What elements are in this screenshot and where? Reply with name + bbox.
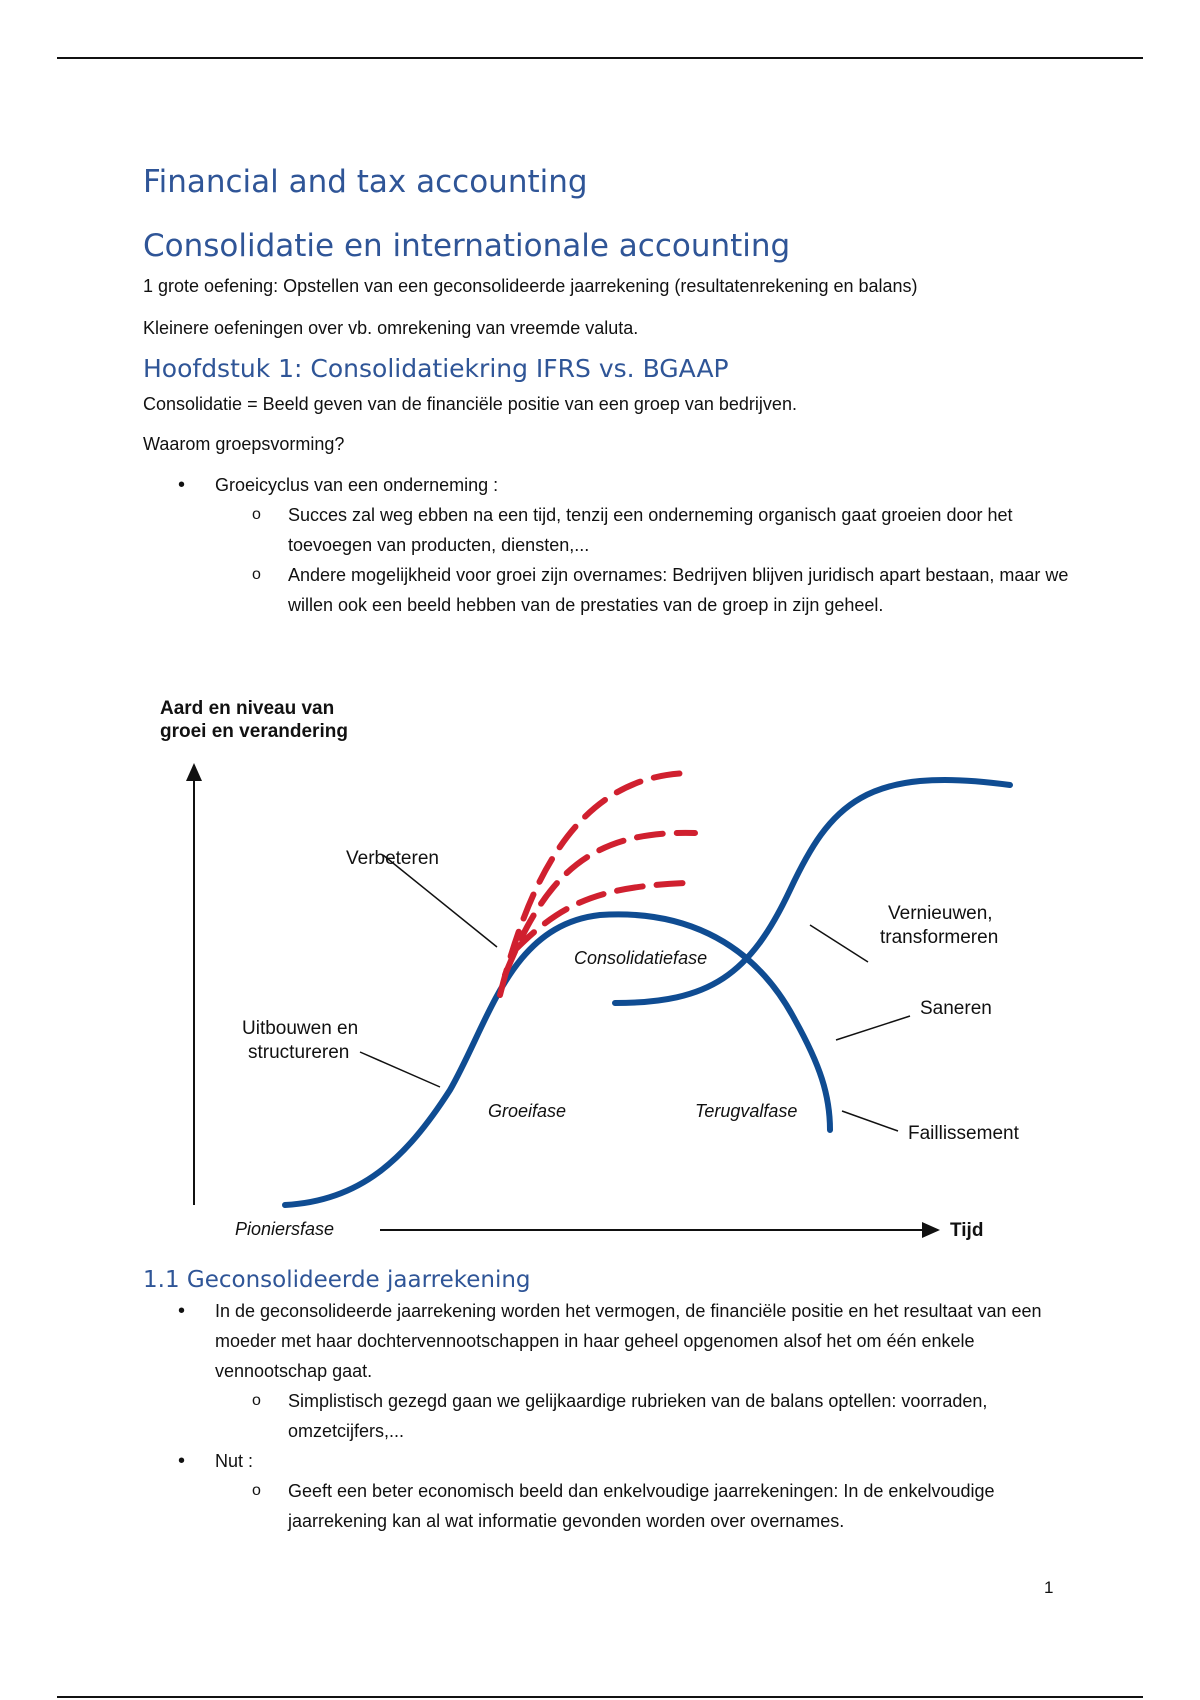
list-item: [252, 1386, 1088, 1446]
document-title: Financial and tax accounting: [143, 164, 588, 200]
list-item: [178, 1296, 1075, 1386]
list-item-text: Simplistisch gezegd gaan we gelijkaardige rubrieken van de balans optellen: voorraden, omzetcijfers,...: [288, 1391, 988, 1441]
sub-bullet-icon: o: [252, 1482, 261, 1499]
list-item: [252, 500, 1088, 560]
list-item: [178, 470, 1075, 500]
list-item-text: Andere mogelijkheid voor groei zijn overnames: Bedrijven blijven juridisch apart bestaan, maar we willen ook een beeld hebben van de prestaties van de groep in zijn geheel.: [288, 565, 1069, 615]
saneren-leader-line: [836, 1016, 910, 1040]
list-item: [178, 1446, 1075, 1476]
uitbouwen-leader-line: [360, 1052, 440, 1087]
sub-bullet-icon: o: [252, 566, 261, 583]
document-subtitle: Consolidatie en internationale accounting: [143, 228, 791, 264]
sub-bullet-icon: o: [252, 1392, 261, 1409]
renewal-curve: [615, 780, 1010, 1003]
label-uitbouwen-line-1: Uitbouwen en: [242, 1018, 359, 1039]
page-number: 1: [1044, 1578, 1054, 1597]
intro-paragraph-2: Kleinere oefeningen over vb. omrekening van vreemde valuta.: [143, 318, 639, 338]
label-pioniersfase: Pioniersfase: [235, 1219, 335, 1239]
label-verbeteren: Verbeteren: [346, 848, 439, 869]
bullet-icon: •: [178, 474, 186, 496]
y-axis-label-line-2: groei en verandering: [160, 721, 348, 742]
intro-paragraph-1: 1 grote oefening: Opstellen van een geconsolideerde jaarrekening (resultatenrekening en balans): [143, 276, 918, 296]
bullet-icon: •: [178, 1300, 186, 1322]
label-uitbouwen-line-2: structureren: [248, 1042, 350, 1063]
label-vernieuwen-line-2: transformeren: [880, 927, 999, 948]
groepsvorming-question: Waarom groepsvorming?: [143, 434, 345, 454]
vernieuwen-leader-line: [810, 925, 868, 962]
list-item: [252, 1476, 1088, 1536]
list-item-text: Geeft een beter economisch beeld dan enkelvoudige jaarrekeningen: In de enkelvoudige jaarrekening kan al wat informatie gevonden worden over overnames.: [288, 1481, 995, 1531]
growth-cycle-diagram: [150, 665, 1050, 1245]
label-terugvalfase: Terugvalfase: [695, 1101, 798, 1121]
y-axis-label-line-1: Aard en niveau van: [160, 698, 335, 719]
list-item-text: In de geconsolideerde jaarrekening worden het vermogen, de financiële positie en het resultaat van een moeder met haar dochtervennootschappen in haar geheel opgenomen alsof het om één enkele vennootschap gaat.: [215, 1301, 1042, 1381]
faillissement-leader-line: [842, 1111, 898, 1131]
list-item-text: Groeicyclus van een onderneming :: [215, 475, 499, 495]
footer-rule: [57, 1696, 1143, 1698]
list-item: [252, 560, 1088, 620]
list-item-text: Nut :: [215, 1451, 254, 1471]
label-faillissement: Faillissement: [908, 1123, 1019, 1144]
bullet-icon: •: [178, 1450, 186, 1472]
label-saneren: Saneren: [920, 998, 992, 1019]
label-consolidatiefase: Consolidatiefase: [574, 948, 708, 968]
section-1-1-heading: 1.1 Geconsolideerde jaarrekening: [143, 1267, 531, 1293]
label-groeifase: Groeifase: [488, 1101, 567, 1121]
sub-bullet-icon: o: [252, 506, 261, 523]
header-rule: [57, 57, 1143, 59]
list-item-text: Succes zal weg ebben na een tijd, tenzij een onderneming organisch gaat groeien door het toevoegen van producten, diensten,...: [288, 505, 1013, 555]
label-vernieuwen-line-1: Vernieuwen,: [888, 903, 993, 924]
chapter-1-heading: Hoofdstuk 1: Consolidatiekring IFRS vs. BGAAP: [143, 354, 729, 383]
x-axis-label: Tijd: [950, 1220, 984, 1241]
consolidatie-definition: Consolidatie = Beeld geven van de financiële positie van een groep van bedrijven.: [143, 394, 797, 414]
